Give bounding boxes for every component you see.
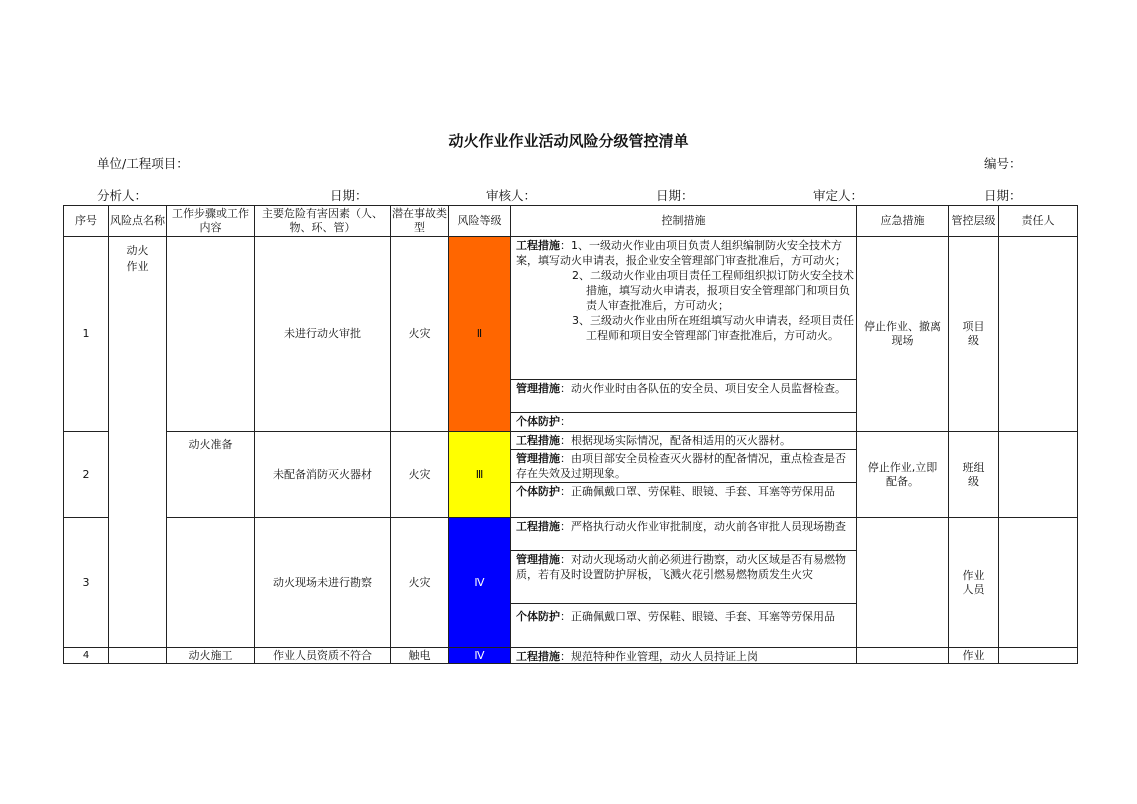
control-measures-cell — [511, 432, 857, 518]
table-row — [64, 518, 1078, 648]
risk-level-cell — [449, 432, 511, 518]
table-row — [64, 648, 1078, 664]
management-label: 管理措施 — [516, 553, 560, 566]
col-header-accident: 潜在事故类型 — [391, 206, 449, 237]
ppe-measures — [511, 604, 856, 647]
row-number: 3 — [64, 518, 109, 648]
emergency-cell — [857, 648, 949, 664]
risk-level-label: Ⅳ — [474, 649, 485, 662]
col-header-no: 序号 — [64, 206, 109, 237]
engineering-label: 工程措施 — [516, 434, 560, 447]
date-label-2: 日期： — [656, 188, 694, 203]
risk-control-table — [63, 205, 1078, 664]
responsible-cell — [999, 518, 1078, 648]
responsible-cell — [999, 237, 1078, 432]
engineering-measures: 工程措施：1、一级动火作业由项目负责人组织编制防火安全技术方案，填写动火申请表，报企业安全管理部门审查批准后，方可动火； 2、二级动火作业由项目责任工程师组织拟订防火安全技术措施，填写动火申请表，报项目安全管理部门和项目负责人审查批准后，方可动火； 3、三级动火作业由所在班组填写动火申请表，经项目责任工程师和项目安全管理部门审查批准后，方可动火。 — [511, 237, 856, 380]
management-measures — [511, 380, 856, 413]
control-measures-cell — [511, 648, 857, 664]
hazard-cell: 动火现场未进行勘察 — [255, 518, 391, 648]
engineering-item-3: 3、三级动火作业由所在班组填写动火申请表，经项目责任工程师和项目安全管理部门审查批准后，方可动火。 — [572, 314, 854, 342]
control-level-cell: 班组级 — [949, 432, 999, 518]
emergency-cell — [857, 518, 949, 648]
col-header-level: 风险等级 — [449, 206, 511, 237]
row-number: 2 — [64, 432, 109, 518]
engineering-item-2: 2、二级动火作业由项目责任工程师组织拟订防火安全技术措施，填写动火申请表，报项目安全管理部门和项目负责人审查批准后，方可动火； — [572, 269, 854, 312]
engineering-label: 工程措施 — [516, 649, 560, 663]
risk-point-cell — [109, 237, 167, 648]
responsible-cell — [999, 432, 1078, 518]
hazard-cell: 未进行动火审批 — [255, 237, 391, 432]
engineering-measures — [511, 432, 856, 450]
date-label-3: 日期： — [984, 188, 1022, 203]
engineering-text: ：严格执行动火作业审批制度，动火前各审批人员现场勘查 — [560, 520, 846, 533]
risk-level-label: Ⅲ — [475, 467, 484, 481]
management-text: ：由项目部安全员检查灭火器材的配备情况，重点检查是否存在失效及过期现象。 — [516, 452, 846, 480]
step-cell — [167, 432, 255, 518]
control-level-cell: 项目级 — [949, 237, 999, 432]
ppe-text: ：正确佩戴口罩、劳保鞋、眼镜、手套、耳塞等劳保用品 — [560, 485, 835, 498]
col-header-control: 控制措施 — [511, 206, 857, 237]
risk-point-cell — [109, 648, 167, 664]
risk-level-cell — [449, 518, 511, 648]
document-title: 动火作业作业活动风险分级管控清单 — [448, 132, 689, 150]
risk-point-name: 动火作业 — [126, 244, 149, 273]
step-cell — [167, 518, 255, 648]
step-cell: 动火施工 — [167, 648, 255, 664]
emergency-cell: 停止作业、撤离现场 — [857, 237, 949, 432]
ppe-measures — [511, 483, 856, 517]
row-number: 4 — [64, 648, 109, 664]
management-label: 管理措施 — [516, 382, 560, 395]
engineering-text: ：根据现场实际情况，配备相适用的灭火器材。 — [560, 434, 791, 447]
risk-level-label: Ⅳ — [474, 575, 485, 589]
analyst-label: 分析人： — [97, 188, 148, 203]
table-row — [64, 237, 1078, 432]
accident-cell: 火灾 — [391, 432, 449, 518]
engineering-label: 工程措施 — [516, 239, 560, 252]
col-header-hazard: 主要危险有害因素（人、物、环、管） — [255, 206, 391, 237]
engineering-label: 工程措施 — [516, 520, 560, 533]
hazard-cell: 未配备消防灭火器材 — [255, 432, 391, 518]
table-row — [64, 432, 1078, 518]
approver-label: 审定人： — [813, 188, 864, 203]
management-label: 管理措施 — [516, 452, 560, 465]
col-header-risk-point: 风险点名称 — [109, 206, 167, 237]
ppe-text: ：正确佩戴口罩、劳保鞋、眼镜、手套、耳塞等劳保用品 — [560, 610, 835, 623]
col-header-control-level: 管控层级 — [949, 206, 999, 237]
ppe-text: ： — [560, 415, 571, 428]
engineering-measures — [511, 518, 856, 551]
management-measures — [511, 551, 856, 604]
step-text: 动火准备 — [188, 438, 233, 451]
reviewer-label: 审核人： — [486, 188, 537, 203]
management-text: ：动火作业时由各队伍的安全员、项目安全人员监督检查。 — [560, 382, 846, 395]
col-header-step: 工作步骤或工作内容 — [167, 206, 255, 237]
emergency-cell: 停止作业,立即配备。 — [857, 432, 949, 518]
accident-cell: 火灾 — [391, 237, 449, 432]
accident-cell: 火灾 — [391, 518, 449, 648]
engineering-text: ：规范特种作业管理，动火人员持证上岗 — [560, 649, 758, 663]
row-number: 1 — [64, 237, 109, 432]
ppe-measures — [511, 413, 856, 431]
engineering-item-1: 1、一级动火作业由项目负责人组织编制防火安全技术方案，填写动火申请表，报企业安全管理部门审查批准后，方可动火； — [516, 239, 846, 267]
number-label: 编号： — [984, 156, 1022, 171]
risk-level-label: Ⅱ — [476, 327, 483, 340]
control-measures-cell — [511, 518, 857, 648]
accident-cell: 触电 — [391, 648, 449, 664]
control-measures-cell — [511, 237, 857, 432]
management-measures — [511, 450, 856, 483]
management-text: ：对动火现场动火前必须进行勘察，动火区域是否有易燃物质，若有及时设置防护屏板，飞溅火花引燃易燃物质发生火灾 — [516, 553, 846, 581]
hazard-cell: 作业人员资质不符合 — [255, 648, 391, 664]
col-header-responsible: 责任人 — [999, 206, 1078, 237]
control-level-cell: 作业人员 — [949, 518, 999, 648]
ppe-label: 个体防护 — [516, 415, 560, 428]
responsible-cell — [999, 648, 1078, 664]
risk-level-cell — [449, 237, 511, 432]
risk-level-cell — [449, 648, 511, 664]
control-level-cell: 作业 — [949, 648, 999, 664]
col-header-emergency: 应急措施 — [857, 206, 949, 237]
unit-label: 单位/工程项目： — [97, 156, 189, 171]
step-cell — [167, 237, 255, 432]
ppe-label: 个体防护 — [516, 485, 560, 498]
date-label-1: 日期： — [330, 188, 368, 203]
ppe-label: 个体防护 — [516, 610, 560, 623]
header-row — [64, 206, 1078, 237]
